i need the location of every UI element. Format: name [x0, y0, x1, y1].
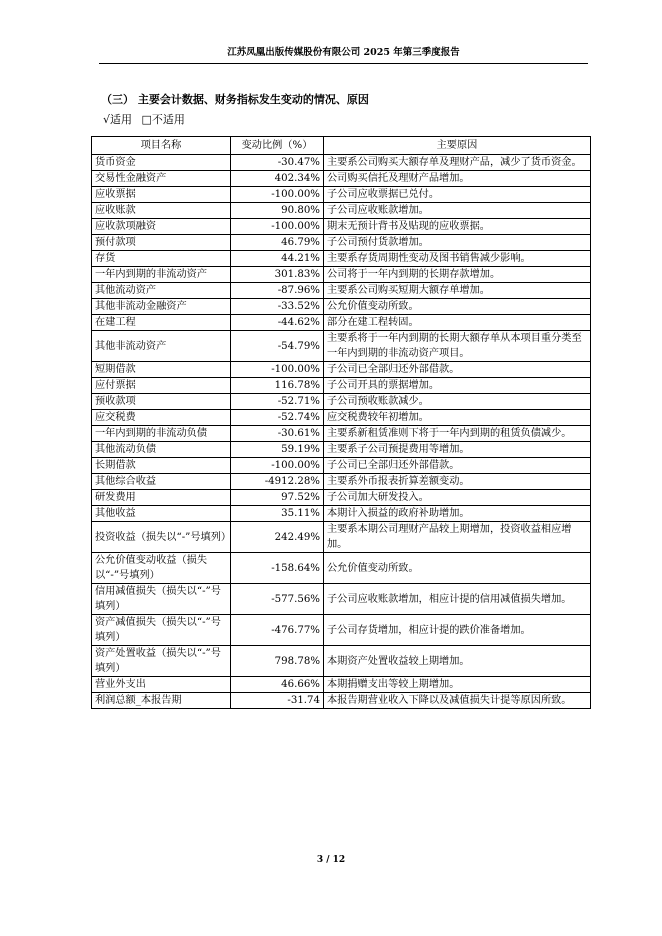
table-row [92, 474, 591, 490]
item-name-cell: 其他非流动资产 [92, 331, 231, 362]
table-row [92, 442, 591, 458]
change-ratio-cell: -30.61% [231, 426, 324, 442]
change-ratio-cell: 46.79% [231, 235, 324, 251]
report-header: 江苏凤凰出版传媒股份有限公司 2025 年第三季度报告 [99, 44, 588, 64]
applicability-options [103, 111, 191, 127]
reason-cell: 子公司存货增加，相应计提的跌价准备增加。 [324, 615, 591, 646]
item-name-cell: 预收款项 [92, 394, 231, 410]
reason-cell: 应交税费较年初增加。 [324, 410, 591, 426]
item-name-cell: 长期借款 [92, 458, 231, 474]
table-row [92, 506, 591, 522]
table-row [92, 283, 591, 299]
table-row [92, 267, 591, 283]
table-row [92, 458, 591, 474]
change-ratio-cell: -158.64% [231, 553, 324, 584]
item-name-cell: 信用减值损失（损失以“-”号填列） [92, 584, 231, 615]
not-applicable-option: □不适用 [141, 113, 185, 126]
item-name-cell: 研发费用 [92, 490, 231, 506]
table-row [92, 187, 591, 203]
change-ratio-cell: -31.74 [231, 693, 324, 709]
item-name-cell: 应交税费 [92, 410, 231, 426]
reason-cell: 子公司应收账款增加。 [324, 203, 591, 219]
reason-cell: 主要系公司购买大额存单及理财产品，减少了货币资金。 [324, 155, 591, 171]
item-name-cell: 其他流动负债 [92, 442, 231, 458]
reason-cell: 子公司加大研发投入。 [324, 490, 591, 506]
change-ratio-cell: -44.62% [231, 315, 324, 331]
table-row [92, 426, 591, 442]
table-row [92, 251, 591, 267]
table-row [92, 394, 591, 410]
reason-cell: 子公司应收账款增加，相应计提的信用减值损失增加。 [324, 584, 591, 615]
change-ratio-cell: -54.79% [231, 331, 324, 362]
change-ratio-cell: 44.21% [231, 251, 324, 267]
item-name-cell: 其他综合收益 [92, 474, 231, 490]
item-name-cell: 一年内到期的非流动负债 [92, 426, 231, 442]
item-name-cell: 公允价值变动收益（损失以“-”号填列） [92, 553, 231, 584]
table-row [92, 203, 591, 219]
change-ratio-cell: 798.78% [231, 646, 324, 677]
change-ratio-cell: 46.66% [231, 677, 324, 693]
table-row [92, 171, 591, 187]
reason-cell: 主要系子公司预提费用等增加。 [324, 442, 591, 458]
table-row [92, 219, 591, 235]
item-name-cell: 一年内到期的非流动资产 [92, 267, 231, 283]
reason-cell: 公司购买信托及理财产品增加。 [324, 171, 591, 187]
reason-cell: 本期资产处置收益较上期增加。 [324, 646, 591, 677]
applicable-option: √适用 [103, 113, 133, 126]
table-row [92, 646, 591, 677]
table-row [92, 155, 591, 171]
table-row [92, 331, 591, 362]
change-ratio-cell: -87.96% [231, 283, 324, 299]
item-name-cell: 投资收益（损失以“-”号填列） [92, 522, 231, 553]
reason-cell: 主要系新租赁准则下将于一年内到期的租赁负债减少。 [324, 426, 591, 442]
change-ratio-cell: -52.74% [231, 410, 324, 426]
change-ratio-cell: -52.71% [231, 394, 324, 410]
change-ratio-cell: 97.52% [231, 490, 324, 506]
item-name-cell: 其他非流动金融资产 [92, 299, 231, 315]
reason-cell: 子公司预付货款增加。 [324, 235, 591, 251]
page-number: 3 / 12 [316, 855, 346, 865]
reason-cell: 公允价值变动所致。 [324, 299, 591, 315]
change-ratio-cell: 116.78% [231, 378, 324, 394]
item-name-cell: 其他流动资产 [92, 283, 231, 299]
section-title: （三） 主要会计数据、财务指标发生变动的情况、原因 [101, 93, 369, 106]
reason-cell: 子公司预收账款减少。 [324, 394, 591, 410]
reason-cell: 期末无预计背书及贴现的应收票据。 [324, 219, 591, 235]
table-row [92, 584, 591, 615]
change-ratio-cell: -476.77% [231, 615, 324, 646]
column-header-item: 项目名称 [92, 137, 231, 155]
table-row [92, 677, 591, 693]
table-row [92, 410, 591, 426]
reason-cell: 本报告期营业收入下降以及减值损失计提等原因所致。 [324, 693, 591, 709]
reason-cell: 本期计入损益的政府补助增加。 [324, 506, 591, 522]
item-name-cell: 应收款项融资 [92, 219, 231, 235]
reason-cell: 主要系本期公司理财产品较上期增加，投资收益相应增加。 [324, 522, 591, 553]
reason-cell: 主要系公司购买短期大额存单增加。 [324, 283, 591, 299]
table-row [92, 553, 591, 584]
change-ratio-cell: -100.00% [231, 362, 324, 378]
change-ratio-cell: 59.19% [231, 442, 324, 458]
item-name-cell: 货币资金 [92, 155, 231, 171]
change-reasons-table [91, 136, 591, 709]
reason-cell: 主要系将于一年内到期的长期大额存单从本项目重分类至一年内到期的非流动资产项目。 [324, 331, 591, 362]
table-row [92, 615, 591, 646]
item-name-cell: 营业外支出 [92, 677, 231, 693]
reason-cell: 子公司应收票据已兑付。 [324, 187, 591, 203]
item-name-cell: 预付款项 [92, 235, 231, 251]
reason-cell: 本期捐赠支出等较上期增加。 [324, 677, 591, 693]
reason-cell: 公司将于一年内到期的长期存款增加。 [324, 267, 591, 283]
reason-cell: 主要系外币报表折算差额变动。 [324, 474, 591, 490]
item-name-cell: 其他收益 [92, 506, 231, 522]
reason-cell: 主要系存货周期性变动及图书销售减少影响。 [324, 251, 591, 267]
table-header-row [92, 137, 591, 155]
table-row [92, 315, 591, 331]
change-ratio-cell: 35.11% [231, 506, 324, 522]
item-name-cell: 资产处置收益（损失以“-”号填列） [92, 646, 231, 677]
table-row [92, 522, 591, 553]
item-name-cell: 交易性金融资产 [92, 171, 231, 187]
table-row [92, 299, 591, 315]
item-name-cell: 应收账款 [92, 203, 231, 219]
reason-cell: 公允价值变动所致。 [324, 553, 591, 584]
reason-cell: 部分在建工程转固。 [324, 315, 591, 331]
reason-cell: 子公司开具的票据增加。 [324, 378, 591, 394]
change-ratio-cell: -100.00% [231, 458, 324, 474]
change-ratio-cell: 90.80% [231, 203, 324, 219]
column-header-reason: 主要原因 [324, 137, 591, 155]
change-ratio-cell: 301.83% [231, 267, 324, 283]
change-ratio-cell: 402.34% [231, 171, 324, 187]
change-ratio-cell: -577.56% [231, 584, 324, 615]
change-ratio-cell: -100.00% [231, 219, 324, 235]
reason-cell: 子公司已全部归还外部借款。 [324, 458, 591, 474]
change-ratio-cell: -4912.28% [231, 474, 324, 490]
table-row [92, 693, 591, 709]
item-name-cell: 资产减值损失（损失以“-”号填列） [92, 615, 231, 646]
table-row [92, 235, 591, 251]
column-header-change: 变动比例（%） [231, 137, 324, 155]
table-row [92, 378, 591, 394]
reason-cell: 子公司已全部归还外部借款。 [324, 362, 591, 378]
item-name-cell: 存货 [92, 251, 231, 267]
change-ratio-cell: -33.52% [231, 299, 324, 315]
item-name-cell: 利润总额_本报告期 [92, 693, 231, 709]
change-ratio-cell: 242.49% [231, 522, 324, 553]
change-ratio-cell: -100.00% [231, 187, 324, 203]
item-name-cell: 在建工程 [92, 315, 231, 331]
table-row [92, 362, 591, 378]
table-row [92, 490, 591, 506]
item-name-cell: 短期借款 [92, 362, 231, 378]
item-name-cell: 应收票据 [92, 187, 231, 203]
change-ratio-cell: -30.47% [231, 155, 324, 171]
item-name-cell: 应付票据 [92, 378, 231, 394]
